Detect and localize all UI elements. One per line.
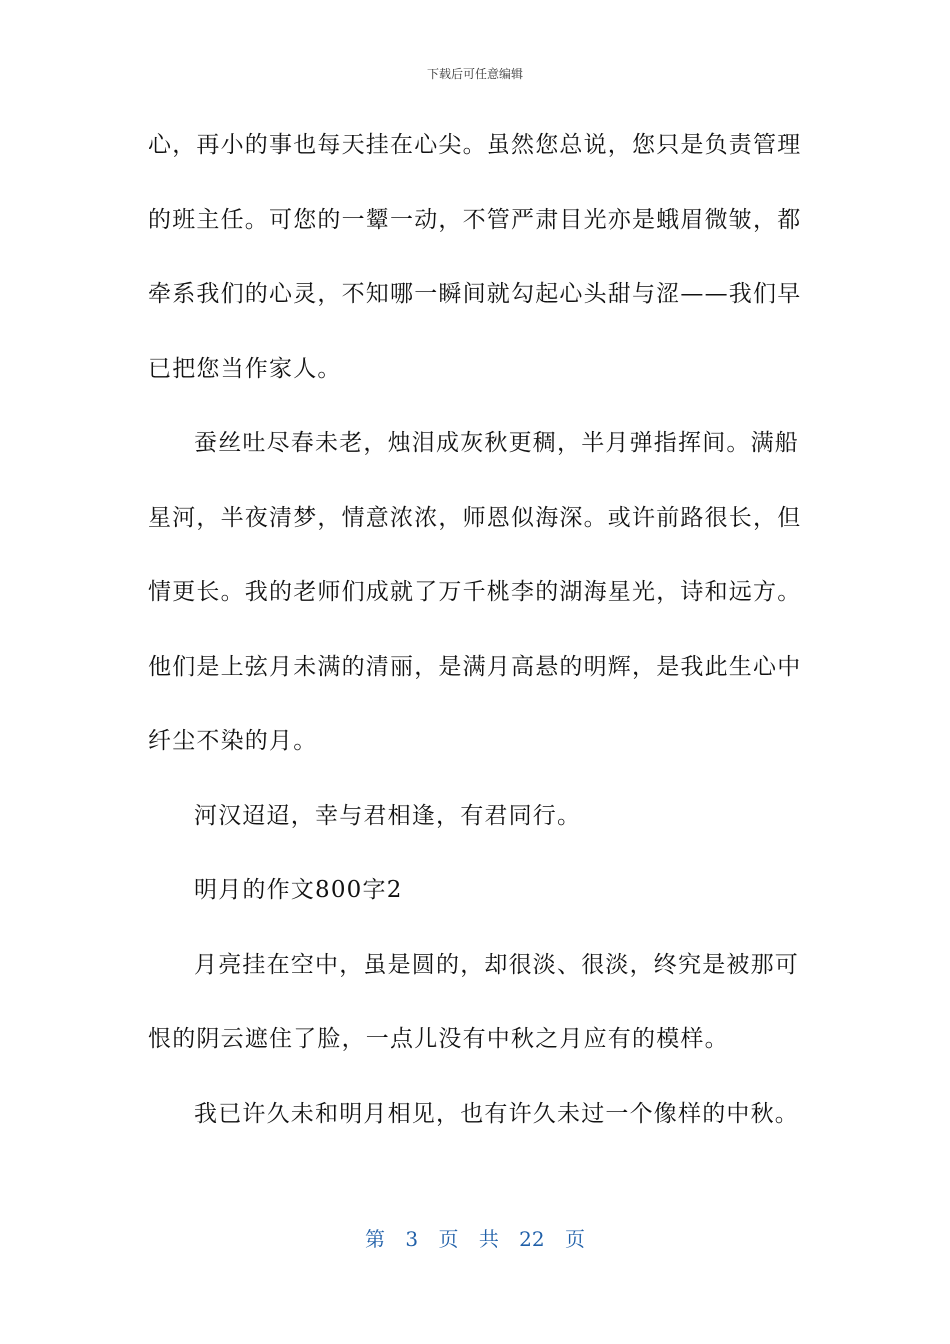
- page-footer: [0, 1226, 950, 1252]
- footer-label-page: 页: [438, 1227, 459, 1251]
- text-line: 河汉迢迢，幸与君相逢，有君同行。: [194, 802, 582, 829]
- text-line: 蚕丝吐尽春未老，烛泪成灰秋更稠，半月弹指挥间。满船: [194, 430, 799, 456]
- document-body: [148, 118, 802, 1161]
- footer-label-total: 共: [478, 1227, 499, 1251]
- total-pages-number: 22: [519, 1227, 545, 1251]
- text-line: 纤尘不染的月。: [148, 728, 318, 754]
- text-line: 牵系我们的心灵，不知哪一瞬间就勾起心头甜与涩——我们早: [148, 281, 802, 307]
- text-line: 恨的阴云遮住了脸，一点儿没有中秋之月应有的模样。: [148, 1026, 729, 1052]
- text-line: 的班主任。可您的一颦一动，不管严肃目光亦是蛾眉微皱，都: [148, 206, 802, 233]
- current-page-number: 3: [405, 1227, 419, 1251]
- text-line: 我已许久未和明月相见，也有许久未过一个像样的中秋。: [194, 1100, 799, 1127]
- header-text: 下载后可任意编辑: [426, 67, 523, 81]
- text-line: 月亮挂在空中，虽是圆的，却很淡、很淡，终究是被那可: [194, 951, 799, 978]
- text-line: 星河，半夜清梦，情意浓浓，师恩似海深。或许前路很长，但: [148, 504, 802, 531]
- footer-label-first: 第: [365, 1227, 385, 1251]
- page-header: [0, 66, 950, 82]
- footer-label-page-end: 页: [564, 1227, 585, 1251]
- text-line: 心，再小的事也每天挂在心尖。虽然您总说，您只是负责管理: [148, 132, 802, 158]
- text-line: 情更长。我的老师们成就了万千桃李的湖海星光，诗和远方。: [148, 579, 802, 605]
- text-line: 已把您当作家人。: [148, 355, 342, 382]
- section-heading: 明月的作文800字2: [194, 877, 403, 903]
- text-line: 他们是上弦月未满的清丽，是满月高悬的明辉，是我此生心中: [148, 653, 802, 680]
